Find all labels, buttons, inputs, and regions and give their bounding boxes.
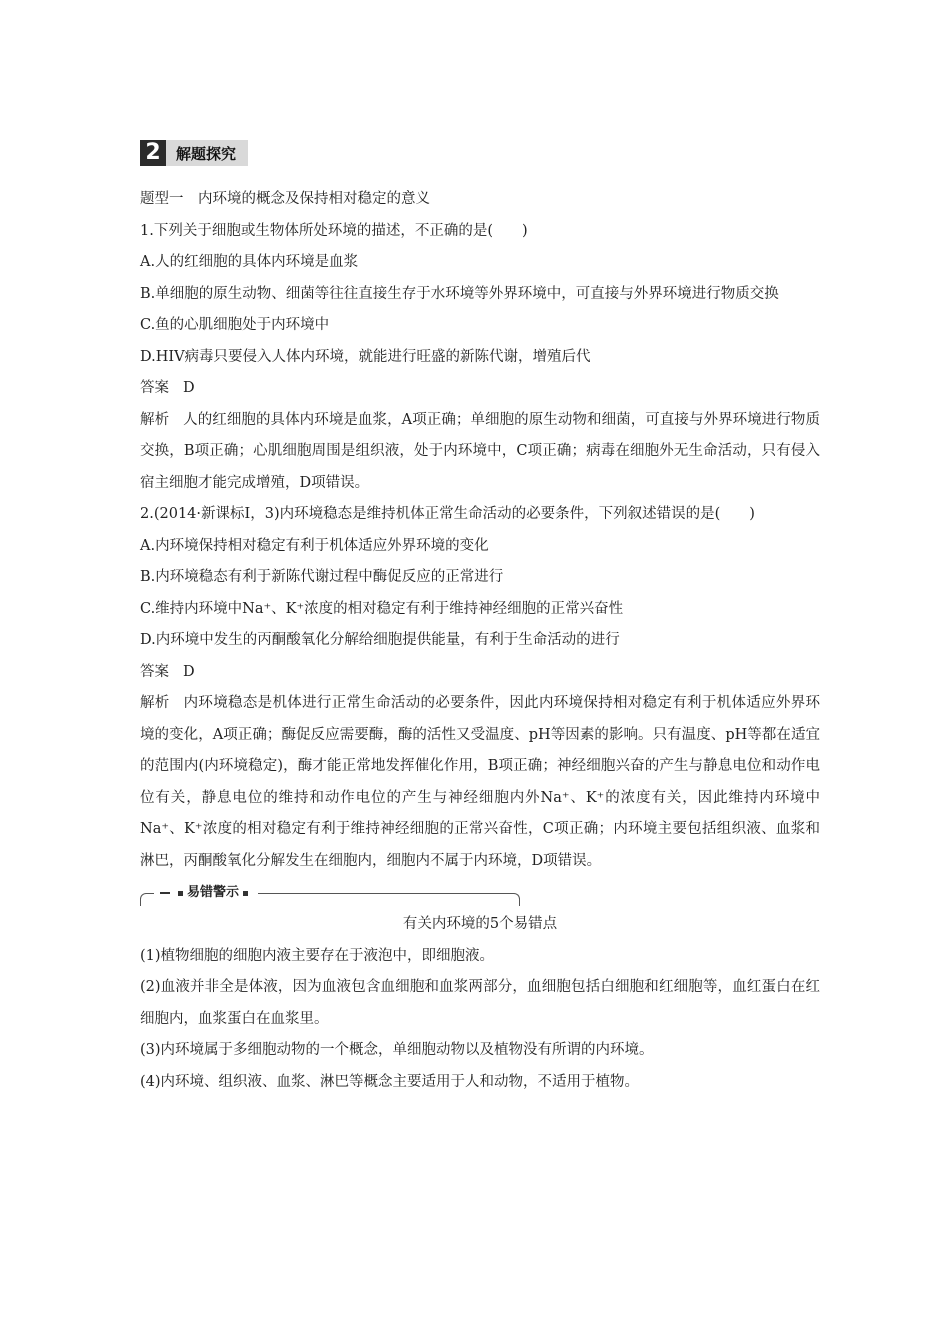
section-title: 解题探究 [166, 140, 248, 166]
q1-answer-value: D [183, 380, 195, 396]
q1-option-a: A.人的红细胞的具体内环境是血浆 [140, 254, 359, 270]
q2-option-b: B.内环境稳态有利于新陈代谢过程中酶促反应的正常进行 [140, 569, 504, 585]
q1-answer-label: 答案 [140, 380, 169, 396]
q1-analysis-text: 人的红细胞的具体内环境是血浆，A项正确；单细胞的原生动物和细菌，可直接与外界环境进行物质交换，B项正确；心肌细胞周围是组织液，处于内环境中，C项正确；病毒在细胞外无生命活动，只有侵入宿主细胞才能完成增殖，D项错误。 [140, 411, 821, 491]
q2-option-c: C.维持内环境中Na⁺、K⁺浓度的相对稳定有利于维持神经细胞的正常兴奋性 [140, 600, 624, 617]
q2-analysis-label: 解析 [140, 695, 170, 711]
warning-point-1: (1)植物细胞的细胞内液主要存在于液泡中，即细胞液。 [140, 947, 495, 964]
topic-heading: 题型一 内环境的概念及保持相对稳定的意义 [140, 191, 430, 207]
warning-point-3: (3)内环境属于多细胞动物的一个概念，单细胞动物以及植物没有所谓的内环境。 [140, 1042, 654, 1058]
warning-title: 有关内环境的5个易错点 [402, 916, 558, 932]
q1-answer [140, 373, 820, 405]
warning-box [140, 883, 518, 905]
q1-option-c: C.鱼的心肌细胞处于内环境中 [140, 317, 330, 333]
q1-option-b: B.单细胞的原生动物、细菌等往往直接生存于水环境等外界环境中，可直接与外界环境进行物质交换 [140, 285, 779, 302]
q1-analysis-label: 解析 [140, 411, 170, 428]
warning-point-4: (4)内环境、组织液、血浆、淋巴等概念主要适用于人和动物，不适用于植物。 [140, 1073, 640, 1090]
warning-tag [154, 883, 258, 903]
dash-icon [160, 892, 170, 894]
document-page [140, 140, 820, 1098]
q2-analysis-text: 内环境稳态是机体进行正常生命活动的必要条件，因此内环境保持相对稳定有利于机体适应外界环境的变化，A项正确；酶促反应需要酶，酶的活性又受温度、pH等因素的影响。只有温度、pH等都在适宜的范围内(内环境稳定)，酶才能正常地发挥催化作用，B项正确；神经细胞兴奋的产生与静息电位和动作电位有关，静息电位的维持和动作电位的产生与神经细胞内外Na⁺、K⁺的浓度有关，因此维持内环境中Na⁺、K⁺浓度的相对稳定有利于维持神经细胞的正常兴奋性，C项正确；内环境主要包括组织液、血浆和淋巴，丙酮酸氧化分解发生在细胞内，细胞内不属于内环境，D项错误。 [140, 695, 821, 869]
square-bullet-icon [178, 891, 183, 896]
q2-answer [140, 657, 820, 689]
section-number: 2 [140, 140, 166, 166]
q1-option-d: D.HIV病毒只要侵入人体内环境，就能进行旺盛的新陈代谢，增殖后代 [140, 348, 591, 365]
q2-stem: 2.(2014·新课标Ⅰ，3)内环境稳态是维持机体正常生命活动的必要条件，下列叙述错误的是( ) [140, 506, 755, 522]
square-bullet-icon [243, 891, 248, 896]
q2-answer-label: 答案 [140, 663, 169, 680]
q2-analysis [140, 688, 820, 877]
q2-answer-value: D [183, 663, 195, 680]
q1-analysis [140, 405, 820, 500]
section-header [140, 140, 820, 166]
q2-option-d: D.内环境中发生的丙酮酸氧化分解给细胞提供能量，有利于生命活动的进行 [140, 632, 620, 648]
warning-tag-label: 易错警示 [187, 885, 240, 900]
q2-option-a: A.内环境保持相对稳定有利于机体适应外界环境的变化 [140, 537, 489, 554]
warning-point-2: (2)血液并非全是体液，因为血液包含血细胞和血浆两部分，血细胞包括白细胞和红细胞等，血红蛋白在红细胞内，血浆蛋白在血浆里。 [140, 979, 820, 1027]
q1-stem: 1.下列关于细胞或生物体所处环境的描述，不正确的是( ) [140, 222, 528, 239]
